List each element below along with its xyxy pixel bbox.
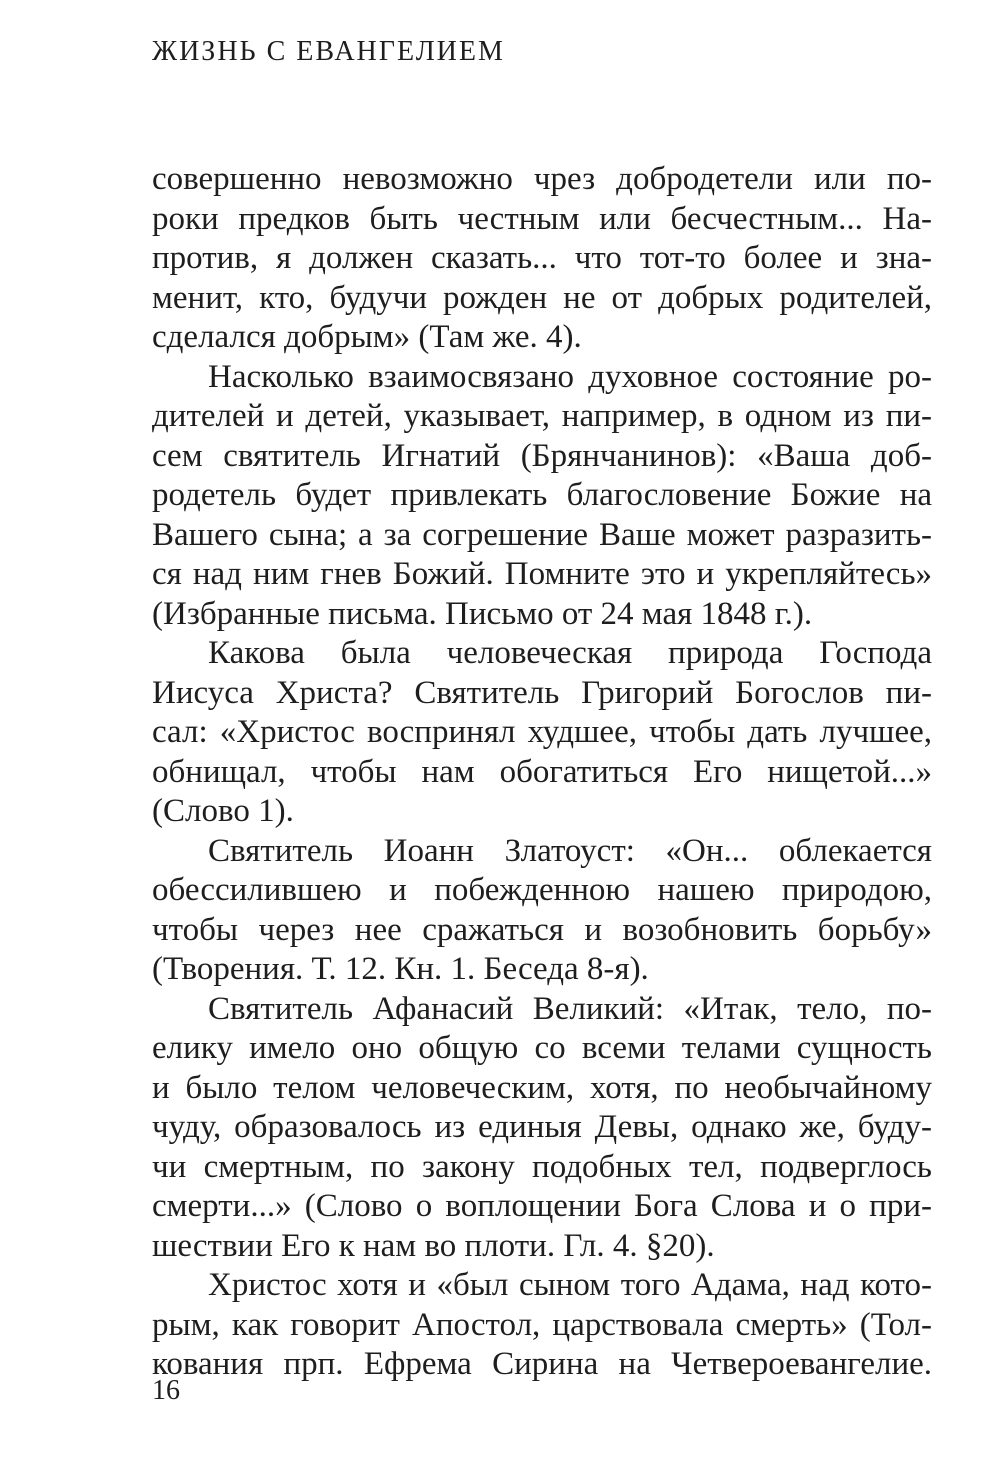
text-line: Святитель Афанасий Великий: «Итак, тело, по-	[208, 990, 932, 1027]
paragraph	[152, 634, 932, 832]
text-line: чи смертным, по закону подобных тел, подверглось	[152, 1148, 932, 1185]
page-number: 16	[152, 1375, 180, 1406]
running-title: ЖИЗНЬ С ЕВАНГЕЛИЕМ	[152, 36, 505, 67]
text-line: обессилившею и побежденною нашею природою,	[152, 872, 932, 908]
text-line: чтобы через нее сражаться и возобновить борьбу»	[152, 911, 932, 948]
text-line: елику имело оно общую со всеми телами сущность	[152, 1030, 932, 1066]
text-line: дителей и детей, указывает, например, в одном из пи-	[152, 398, 932, 434]
text-line: Какова была человеческая природа Господа	[208, 635, 932, 671]
text-line: роки предков быть честным или бесчестным... На-	[152, 200, 932, 237]
text-line: совершенно невозможно чрез добродетели или по-	[152, 161, 932, 197]
text-line: менит, кто, будучи рожден не от добрых родителей,	[152, 279, 932, 316]
text-line: (Творения. Т. 12. Кн. 1. Беседа 8-я).	[152, 951, 649, 987]
text-line: сделался добрым» (Там же. 4).	[152, 319, 582, 355]
text-line: (Избранные письма. Письмо от 24 мая 1848 г.).	[152, 595, 813, 632]
text-line: сем святитель Игнатий (Брянчанинов): «Ваша доб-	[152, 437, 932, 474]
text-line: рым, как говорит Апостол, царствовала смерть» (Тол-	[152, 1306, 932, 1343]
text-line: Иисуса Христа? Святитель Григорий Богослов пи-	[152, 674, 932, 711]
text-line: против, я должен сказать... что тот-то более и зна-	[152, 240, 932, 276]
text-line: кования прп. Ефрема Сирина на Четвероевангелие.	[152, 1346, 932, 1382]
body-text	[152, 160, 932, 1385]
text-line: ся над ним гнев Божий. Помните это и укрепляйтесь»	[152, 556, 932, 592]
text-line: родетель будет привлекать благословение Божие на	[152, 477, 932, 513]
paragraph	[152, 160, 932, 358]
text-line: Христос хотя и «был сыном того Адама, над кото-	[208, 1267, 932, 1303]
paragraph	[152, 990, 932, 1267]
text-line: чуду, образовалось из единыя Девы, однако же, буду-	[152, 1109, 932, 1145]
paragraph	[152, 1266, 932, 1385]
paragraph	[152, 358, 932, 635]
text-line: (Слово 1).	[152, 793, 294, 829]
text-line: обнищал, чтобы нам обогатиться Его нищетой...»	[152, 753, 932, 790]
text-line: смерти...» (Слово о воплощении Бога Слова и о при-	[152, 1188, 932, 1224]
text-line: шествии Его к нам во плоти. Гл. 4. §20).	[152, 1227, 715, 1264]
text-line: и было телом человеческим, хотя, по необычайному	[152, 1069, 932, 1106]
text-line: Вашего сына; а за согрешение Ваше может разразить-	[152, 516, 932, 553]
paragraph	[152, 832, 932, 990]
text-line: Святитель Иоанн Златоуст: «Он... облекается	[208, 832, 932, 869]
text-line: Насколько взаимосвязано духовное состояние ро-	[208, 358, 932, 395]
text-line: сал: «Христос воспринял худшее, чтобы дать лучшее,	[152, 714, 932, 750]
